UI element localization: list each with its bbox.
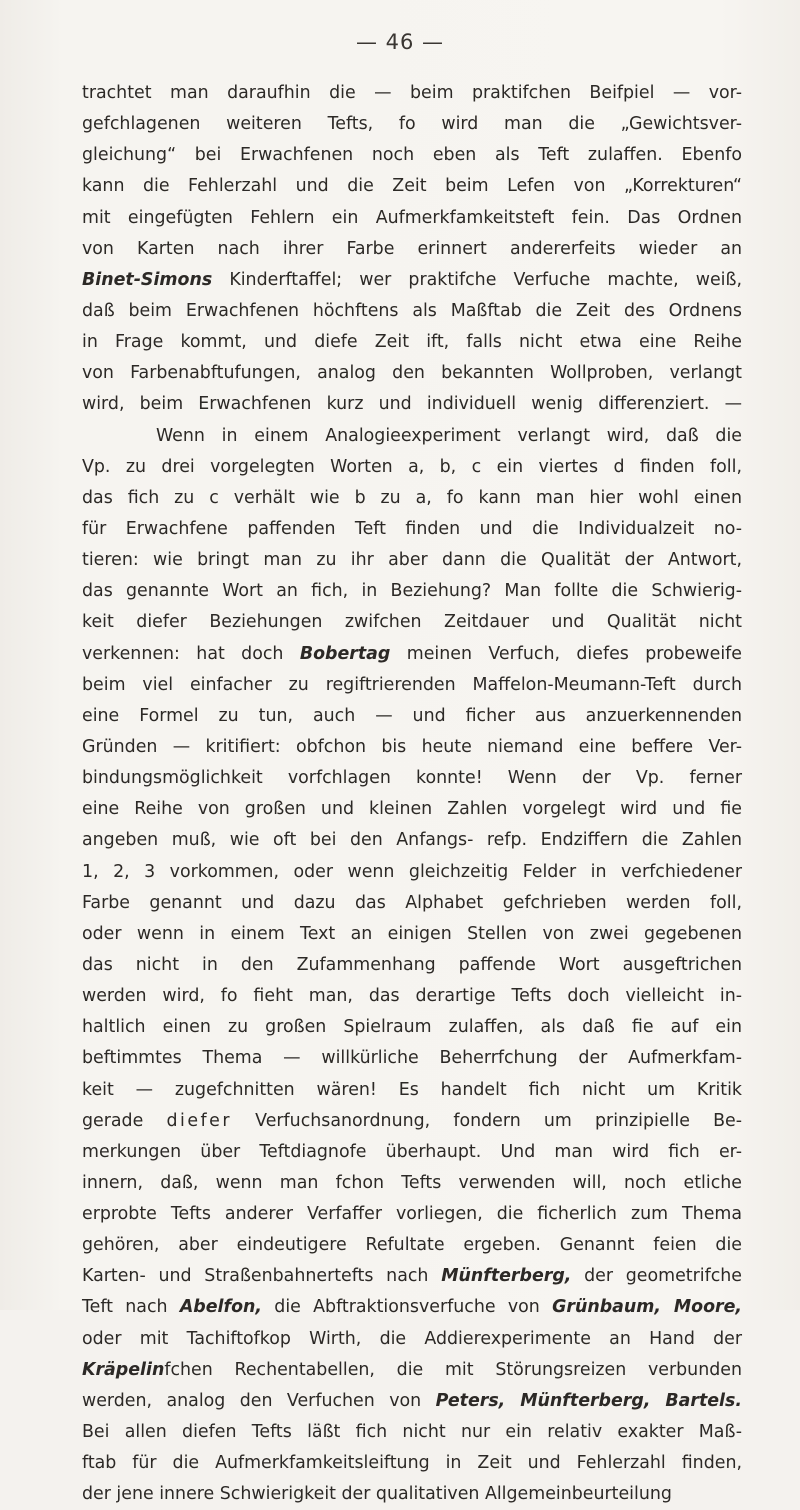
text-line: [82, 1261, 742, 1292]
text-line: kann die Fehlerzahl und die Zeit beim Lefen von „Korrekturen“: [82, 176, 742, 197]
text-line: gleichung“ bei Erwachfenen noch eben als Teft zulaffen. Ebenfo: [82, 145, 742, 166]
text-line: angeben muß, wie oft bei den Anfangs- refp. Endziffern die Zahlen: [82, 830, 742, 851]
text-line: 1, 2, 3 vorkommen, oder wenn gleichzeitig Felder in verfchiedener: [82, 861, 742, 882]
author-name: Münfterberg,: [441, 1266, 572, 1287]
text-line: mit eingefügten Fehlern ein Aufmerkfamkeitsteft fein. Das Ordnen: [82, 207, 742, 228]
text-line: gefchlagenen weiteren Tefts, fo wird man die „Gewichtsver-: [82, 114, 742, 135]
text-line: ftab für die Aufmerkfamkeitsleiftung in Zeit und Fehlerzahl finden,: [82, 1453, 742, 1474]
text-run: verkennen: hat doch: [82, 643, 300, 664]
text-run: gerade: [82, 1110, 167, 1131]
author-name: Abelfon,: [179, 1297, 263, 1318]
text-run: Teft nach: [82, 1297, 180, 1318]
text-run: die Abftraktionsverfuche von: [262, 1297, 553, 1318]
text-line: [82, 1106, 742, 1137]
text-line: von Farbenabftufungen, analog den bekannten Wollproben, verlangt: [82, 363, 742, 384]
text-line: der jene innere Schwierigkeit der qualitativen Allgemeinbeurteilung: [82, 1484, 672, 1505]
page-number: — 46 —: [355, 30, 445, 54]
text-line: merkungen über Teftdiagnofe überhaupt. Und man wird fich er-: [82, 1141, 742, 1162]
body-text: [82, 78, 742, 1510]
author-name: Grünbaum, Moore,: [552, 1297, 742, 1318]
author-name: Bobertag: [299, 643, 391, 664]
text-line: trachtet man daraufhin die — beim praktifchen Beifpiel — vor-: [82, 83, 742, 103]
text-line: das nicht in den Zufammenhang paffende Wort ausgeftrichen: [82, 954, 742, 975]
text-run: fchen Rechentabellen, die mit Störungsreizen verbunden: [164, 1359, 742, 1380]
text-line: [82, 639, 742, 670]
author-name: Binet-Simons: [82, 269, 213, 290]
text-line: Farbe genannt und dazu das Alphabet gefchrieben werden foll,: [82, 892, 742, 913]
text-line: [82, 1355, 742, 1386]
text-line: Gründen — kritifiert: obfchon bis heute niemand eine beffere Ver-: [82, 736, 742, 757]
text-run: Verfuchsanordnung, fondern um prinzipielle Be-: [232, 1110, 743, 1131]
emphasized-word: diefer: [166, 1110, 232, 1131]
text-run: Karten- und Straßenbahnertefts nach: [82, 1266, 442, 1287]
author-name: Peters, Münfterberg, Bartels.: [435, 1390, 742, 1411]
text-line: das genannte Wort an fich, in Beziehung? Man follte die Schwierig-: [82, 581, 742, 602]
text-line: eine Reihe von großen und kleinen Zahlen vorgelegt wird und fie: [82, 799, 742, 820]
text-line: bindungsmöglichkeit vorfchlagen konnte! Wenn der Vp. ferner: [82, 768, 742, 789]
text-line: gehören, aber eindeutigere Refultate ergeben. Genannt feien die: [82, 1235, 742, 1256]
text-line: [82, 265, 742, 296]
text-run: Kinderftaffel; wer praktifche Verfuche machte, weiß,: [212, 269, 742, 290]
text-run: werden, analog den Verfuchen von: [82, 1390, 436, 1411]
text-line: [82, 1386, 742, 1417]
text-line: beim viel einfacher zu regiftrierenden Maffelon-Meumann-Teft durch: [82, 674, 742, 695]
text-line: beftimmtes Thema — willkürliche Beherrfchung der Aufmerkfam-: [82, 1048, 742, 1069]
text-line: oder wenn in einem Text an einigen Stellen von zwei gegebenen: [82, 923, 742, 944]
text-line: innern, daß, wenn man fchon Tefts verwenden will, noch etliche: [82, 1172, 742, 1193]
text-line: haltlich einen zu großen Spielraum zulaffen, als daß fie auf ein: [82, 1017, 742, 1038]
text-line: Vp. zu drei vorgelegten Worten a, b, c ein viertes d finden foll,: [82, 456, 742, 477]
text-line: Bei allen diefen Tefts läßt fich nicht nur ein relativ exakter Maß-: [82, 1422, 742, 1443]
text-line: daß beim Erwachfenen höchftens als Maßftab die Zeit des Ordnens: [82, 300, 742, 321]
text-line: von Karten nach ihrer Farbe erinnert andererfeits wieder an: [82, 238, 742, 259]
text-line: das fich zu c verhält wie b zu a, fo kann man hier wohl einen: [82, 487, 742, 508]
text-line: tieren: wie bringt man zu ihr aber dann die Qualität der Antwort,: [82, 550, 742, 571]
text-run: meinen Verfuch, diefes probeweife: [390, 643, 742, 664]
author-name: Kräpelin: [82, 1359, 165, 1380]
text-line: keit diefer Beziehungen zwifchen Zeitdauer und Qualität nicht: [82, 612, 742, 633]
text-line: erprobte Tefts anderer Verfaffer vorliegen, die ficherlich zum Thema: [82, 1204, 742, 1225]
text-line: eine Formel zu tun, auch — und ficher aus anzuerkennenden: [82, 705, 742, 726]
text-run: der geometrifche: [571, 1266, 742, 1287]
text-line: werden wird, fo fieht man, das derartige Tefts doch vielleicht in-: [82, 986, 742, 1007]
text-line: in Frage kommt, und diefe Zeit ift, falls nicht etwa eine Reihe: [82, 332, 742, 353]
text-line: [82, 1292, 742, 1323]
text-line: Wenn in einem Analogieexperiment verlangt wird, daß die: [156, 425, 742, 446]
text-line: für Erwachfene paffenden Teft finden und die Individualzeit no-: [82, 518, 742, 539]
text-line: keit — zugefchnitten wären! Es handelt fich nicht um Kritik: [82, 1079, 742, 1100]
text-line: oder mit Tachiftofkop Wirth, die Addierexperimente an Hand der: [82, 1328, 742, 1349]
text-line: wird, beim Erwachfenen kurz und individuell wenig differenziert. —: [82, 394, 742, 415]
